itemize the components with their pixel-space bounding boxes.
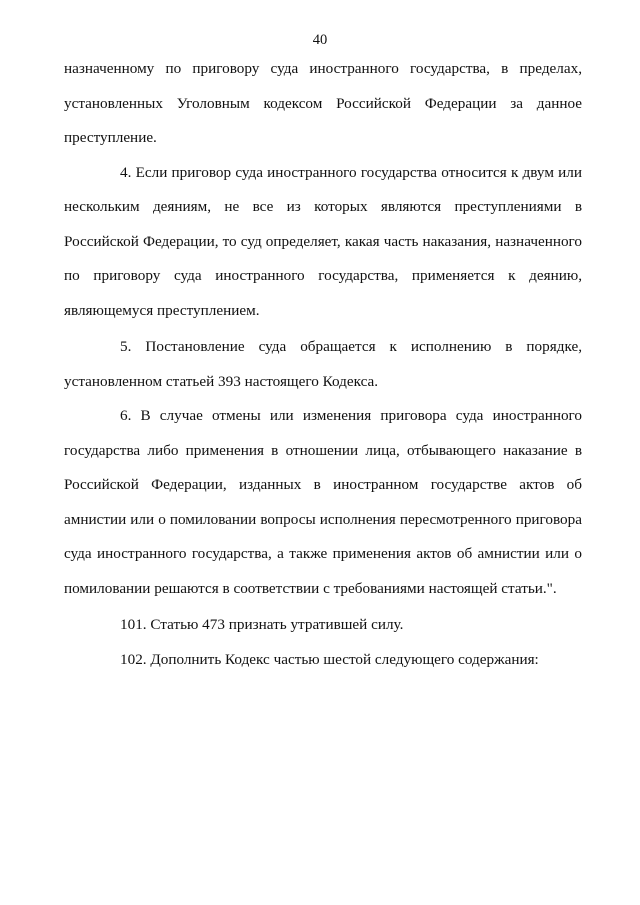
text-line: назначенному по приговору суда иностранного государства, в пределах, — [64, 60, 582, 77]
text-line: по приговору суда иностранного государства, применяется к деянию, — [64, 267, 582, 284]
text-line: 4. Если приговор суда иностранного государства относится к двум или — [120, 163, 582, 181]
text-line: 5. Постановление суда обращается к исполнению в порядке, — [120, 338, 582, 355]
text-line: государства либо применения в отношении лица, отбывающего наказание в — [64, 441, 582, 459]
paragraph-item-4 — [64, 156, 582, 329]
page-number: 40 — [312, 32, 328, 48]
text-line: помиловании решаются в соответствии с требованиями настоящей статьи.". — [64, 579, 557, 597]
paragraph-item-101 — [64, 608, 582, 643]
text-line: являющемуся преступлением. — [64, 301, 260, 319]
text-line: 6. В случае отмены или изменения приговора суда иностранного — [120, 407, 582, 424]
paragraph-item-6 — [64, 399, 582, 606]
text-line: установленных Уголовным кодексом Российской Федерации за данное — [64, 94, 582, 112]
text-line: амнистии или о помиловании вопросы исполнения пересмотренного приговора — [64, 510, 582, 528]
text-line: 101. Статью 473 признать утратившей силу. — [120, 616, 404, 633]
text-line: Российской Федерации, то суд определяет, какая часть наказания, назначенного — [64, 232, 582, 250]
text-line: 102. Дополнить Кодекс частью шестой следующего содержания: — [120, 650, 539, 668]
document-body — [64, 52, 582, 677]
text-line: суда иностранного государства, а также применения актов об амнистии или о — [64, 545, 582, 562]
paragraph-item-5 — [64, 330, 582, 399]
paragraph-continuation — [64, 52, 582, 156]
text-line: нескольким деяниям, не все из которых являются преступлениями в — [64, 198, 582, 215]
text-line: Российской Федерации, изданных в иностранном государстве актов об — [64, 476, 582, 493]
paragraph-item-102 — [64, 643, 582, 678]
text-line: преступление. — [64, 129, 157, 146]
text-line: установленном статьей 393 настоящего Кодекса. — [64, 372, 379, 390]
